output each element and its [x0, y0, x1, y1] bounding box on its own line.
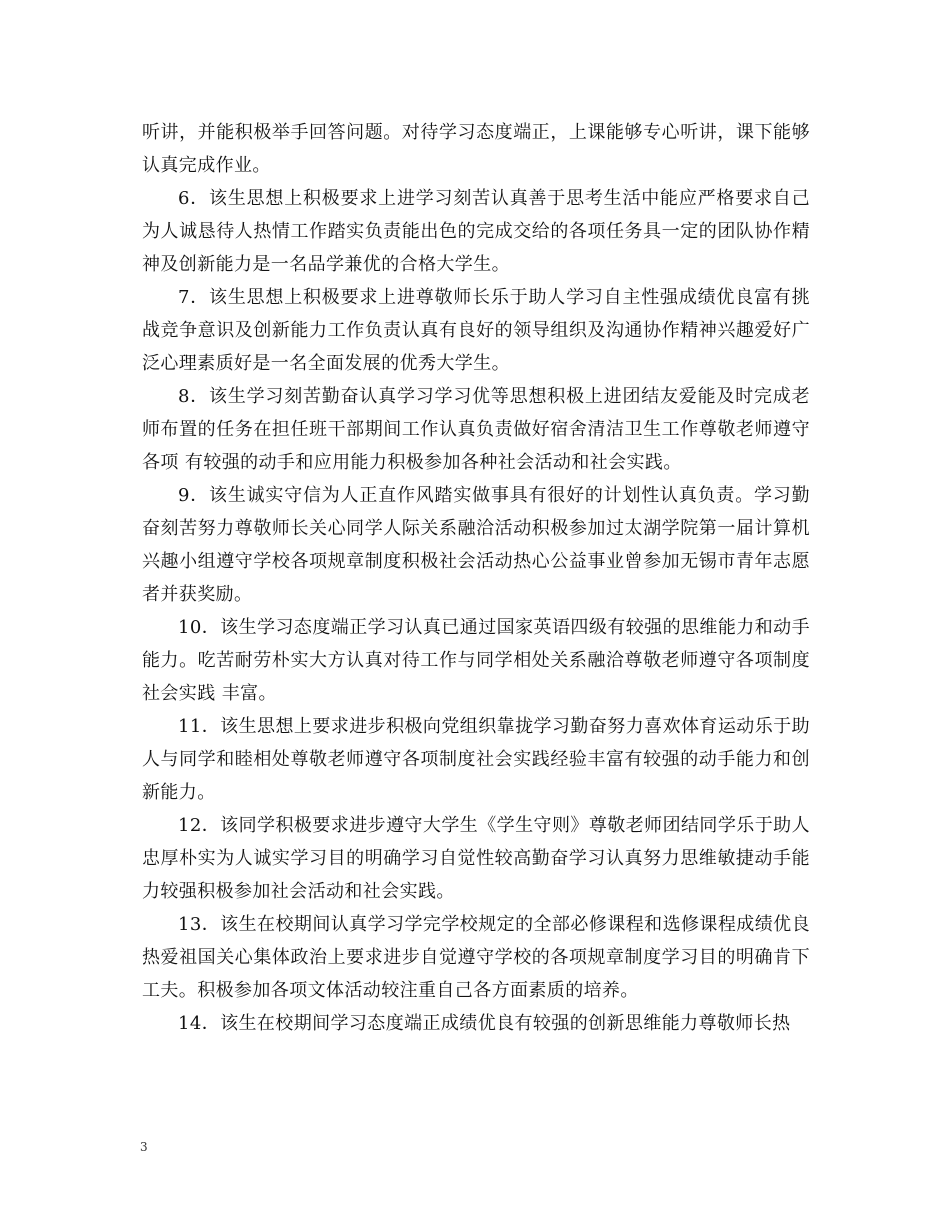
paragraph-10: 10．该生学习态度端正学习认真已通过国家英语四级有较强的思维能力和动手能力。吃苦耐劳朴实大方认真对待工作与同学相处关系融洽尊敬老师遵守各项制度社会实践 丰富。	[142, 617, 810, 704]
paragraph-7: 7．该生思想上积极要求上进尊敬师长乐于助人学习自主性强成绩优良富有挑战竞争意识及创新能力工作负责认真有良好的领导组织及沟通协作精神兴趣爱好广泛心理素质好是一名全面发展的优秀大学生。	[142, 287, 810, 374]
document-body	[142, 116, 810, 1040]
paragraph-8: 8．该生学习刻苦勤奋认真学习学习优等思想积极上进团结友爱能及时完成老师布置的任务在担任班干部期间工作认真负责做好宿舍清洁卫生工作尊敬老师遵守各项 有较强的动手和应用能力积极参加各种社会活动和社会实践。	[142, 386, 810, 473]
paragraph-continued: 听讲，并能积极举手回答问题。对待学习态度端正，上课能够专心听讲，课下能够认真完成作业。	[142, 122, 810, 176]
paragraph-13: 13．该生在校期间认真学习学完学校规定的全部必修课程和选修课程成绩优良热爱祖国关心集体政治上要求进步自觉遵守学校的各项规章制度学习目的明确肯下工夫。积极参加各项文体活动较注重自己各方面素质的培养。	[142, 914, 810, 1001]
paragraph-6: 6．该生思想上积极要求上进学习刻苦认真善于思考生活中能应严格要求自己为人诚恳待人热情工作踏实负责能出色的完成交给的各项任务具一定的团队协作精神及创新能力是一名品学兼优的合格大学生。	[142, 188, 810, 275]
paragraph-14: 14．该生在校期间学习态度端正成绩优良有较强的创新思维能力尊敬师长热	[178, 1013, 791, 1034]
paragraph-11: 11．该生思想上要求进步积极向党组织靠拢学习勤奋努力喜欢体育运动乐于助人与同学和睦相处尊敬老师遵守各项制度社会实践经验丰富有较强的动手能力和创新能力。	[142, 716, 810, 803]
page-number: 3	[140, 1140, 148, 1154]
paragraph-9: 9．该生诚实守信为人正直作风踏实做事具有很好的计划性认真负责。学习勤奋刻苦努力尊敬师长关心同学人际关系融洽活动积极参加过太湖学院第一届计算机兴趣小组遵守学校各项规章制度积极社会活动热心公益事业曾参加无锡市青年志愿者并获奖励。	[142, 485, 810, 605]
paragraph-12: 12．该同学积极要求进步遵守大学生《学生守则》尊敬老师团结同学乐于助人忠厚朴实为人诚实学习目的明确学习自觉性较高勤奋学习认真努力思维敏捷动手能力较强积极参加社会活动和社会实践。	[142, 815, 810, 902]
